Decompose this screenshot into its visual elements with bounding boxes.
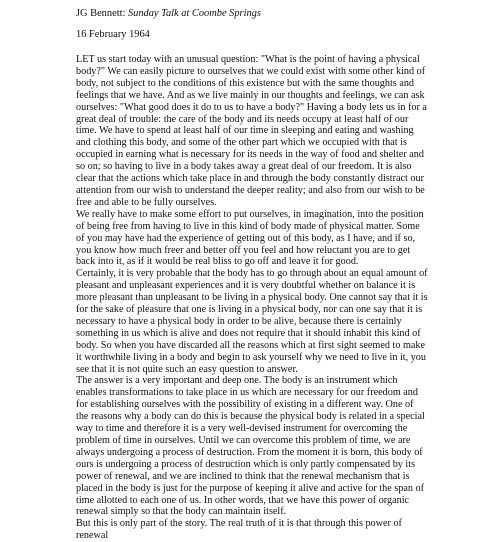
paragraph: LET us start today with an unusual question: "What is the point of having a physical body?" We can easily picture to ourselves that we could exist with some other kind of body, not subject to the conditions of this existence but with the same thoughts and feelings that we have. And as we live mainly in our thoughts and feelings, we can ask ourselves: "What good does it do to us to have a body?" Having a body lets us in for a great deal of trouble: the care of the body and its needs occupy at least half of our time. We have to spend at least half of our time in sleeping and eating and washing and clothing this body, and some of the other part which we occupied with that is occupied in earning what is necessary for its needs in the way of food and shelter and so on; so having to live in a body takes away a great deal of our freedom. It is also clear that the actions which take place in and through the body constantly distract our attention from our wish to understand the deeper reality; and also from our wish to be free and able to be fully ourselves. bbox=[76, 54, 427, 208]
paragraph: Certainly, it is very probable that the body has to go through about an equal amount of pleasant and unpleasant experiences and it is very doubtful whether on balance it is more pleasant than unpleasant to be living in a physical body. One cannot say that it is for the sake of pleasure that one is living in a physical body, nor can one say that it is necessary to have a physical body in order to be alive, because there is certainly something in us which is alive and does not require that it should inhabit this kind of body. So when you have discarded all the reasons which at first sight seemed to make it worthwhile living in a body and begin to ask yourself why we need to live in it, you see that it is not quite such an easy question to answer. bbox=[76, 268, 428, 375]
talk-venue: Sunday Talk at Coombe Springs bbox=[127, 8, 261, 19]
talk-date: 16 February 1964 bbox=[76, 29, 150, 40]
paragraph: The answer is a very important and deep one. The body is an instrument which enables transformations to take place in us which are necessary for our freedom and for establishing ourselves with the possibility of existing in a different way. One of the reasons why a body can do this is because the physical body is related in a special way to time and therefore it is a very well-devised instrument for overcoming the problem of time in ourselves. Until we can overcome this problem of time, we are always undergoing a process of destruction. From the moment it is born, this body of ours is undergoing a process of destruction which is only partly compensated by its power of renewal, and we are inclined to think that the renewal mechanism that is placed in the body is just for the purpose of keeping it alive and active for the span of time allotted to each one of us. In other words, that we have this power of organic renewal simply so that the body can maintain itself. bbox=[76, 375, 425, 518]
document-header bbox=[76, 7, 261, 20]
talk-body bbox=[76, 54, 428, 542]
paragraph: We really have to make some effort to put ourselves, in imagination, into the position of being free from having to live in this kind of body made of physical matter. Some of you may have had the experience of getting out of this body, as I have, and if so, you know how much freer and better off you feel and how reluctant you are to get back into it, as if it would be real bliss to go off and leave it for good. bbox=[76, 208, 424, 268]
paragraph: But this is only part of the story. The real truth of it is that through this power of renewal bbox=[76, 518, 402, 542]
author-name: JG Bennett: bbox=[76, 8, 128, 19]
